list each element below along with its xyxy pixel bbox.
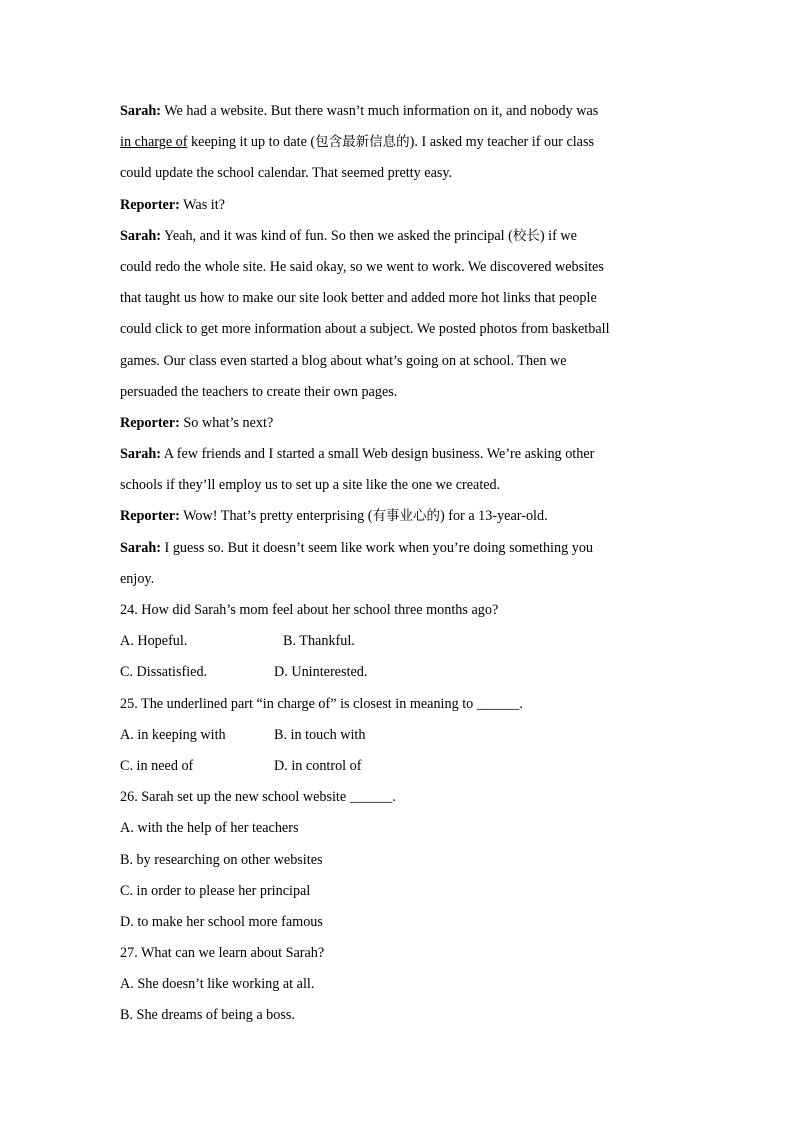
- question-stem: 26. Sarah set up the new school website ______.: [120, 789, 396, 806]
- speaker-sarah: Sarah:: [120, 227, 161, 244]
- option-row: [120, 720, 680, 751]
- dialogue-line: [120, 439, 680, 470]
- dialogue-line: [120, 221, 680, 252]
- option-a: A. in keeping with: [120, 726, 226, 743]
- dialogue-line: [120, 96, 680, 127]
- dialogue-line: could redo the whole site. He said okay, so we went to work. We discovered websites: [120, 258, 604, 275]
- speaker-sarah: Sarah:: [120, 103, 161, 119]
- option-row: [120, 657, 680, 688]
- option-b: B. Thankful.: [283, 633, 355, 650]
- option-b: B. She dreams of being a boss.: [120, 1007, 295, 1024]
- dialogue-line: could click to get more information about a subject. We posted photos from basketball: [120, 321, 610, 338]
- option-b: B. in touch with: [274, 726, 366, 743]
- speaker-reporter: Reporter:: [120, 196, 180, 213]
- dialogue-line: that taught us how to make our site look better and added more hot links that people: [120, 290, 597, 307]
- dialogue-text: A few friends and I started a small Web design business. We’re asking other: [161, 446, 595, 463]
- dialogue-text: ) for a 13-year-old.: [439, 508, 548, 525]
- dialogue-line: [120, 533, 680, 564]
- dialogue-text: I guess so. But it doesn’t seem like work when you’re doing something you: [161, 539, 594, 556]
- option-a: A. with the help of her teachers: [120, 820, 299, 837]
- dialogue-text: We had a website. But there wasn’t much information on it, and nobody was: [161, 103, 599, 119]
- option-d: D. in control of: [274, 757, 362, 774]
- speaker-reporter: Reporter:: [120, 508, 180, 525]
- dialogue-text: So what’s next?: [179, 414, 274, 431]
- underlined-phrase: in charge of: [120, 134, 188, 151]
- option-a: A. She doesn’t like working at all.: [120, 976, 315, 993]
- option-b: B. by researching on other websites: [120, 851, 323, 868]
- question-stem: 24. How did Sarah’s mom feel about her school three months ago?: [120, 602, 499, 618]
- document-page: [120, 96, 680, 1032]
- dialogue-line: [120, 501, 680, 532]
- chinese-gloss: 包含最新信息的: [315, 134, 410, 151]
- chinese-gloss: 有事业心的: [372, 508, 440, 525]
- dialogue-line: games. Our class even started a blog about what’s going on at school. Then we: [120, 352, 567, 369]
- option-row: [120, 751, 680, 782]
- dialogue-line: could update the school calendar. That seemed pretty easy.: [120, 165, 453, 182]
- option-d: D. Uninterested.: [274, 664, 368, 681]
- chinese-gloss: 校长: [512, 227, 540, 244]
- option-c: C. Dissatisfied.: [120, 664, 208, 681]
- dialogue-line: enjoy.: [120, 570, 155, 587]
- option-d: D. to make her school more famous: [120, 913, 323, 930]
- option-c: C. in order to please her principal: [120, 882, 311, 899]
- dialogue-line: [120, 127, 680, 158]
- dialogue-text: Yeah, and it was kind of fun. So then we asked the principal (: [161, 227, 513, 244]
- speaker-sarah: Sarah:: [120, 539, 161, 556]
- dialogue-text: ). I asked my teacher if our class: [409, 134, 595, 151]
- dialogue-text: Wow! That’s pretty enterprising (: [179, 508, 373, 525]
- dialogue-text: keeping it up to date (: [187, 134, 316, 151]
- dialogue-line: persuaded the teachers to create their own pages.: [120, 383, 398, 400]
- option-row: [120, 626, 680, 657]
- option-c: C. in need of: [120, 757, 194, 774]
- dialogue-line: [120, 408, 680, 439]
- dialogue-line: [120, 190, 680, 221]
- speaker-sarah: Sarah:: [120, 446, 161, 463]
- speaker-reporter: Reporter:: [120, 414, 180, 431]
- dialogue-text: Was it?: [179, 196, 225, 213]
- option-a: A. Hopeful.: [120, 633, 188, 650]
- question-stem: 25. The underlined part “in charge of” is closest in meaning to ______.: [120, 695, 523, 712]
- question-stem: 27. What can we learn about Sarah?: [120, 945, 325, 962]
- dialogue-line: schools if they’ll employ us to set up a site like the one we created.: [120, 477, 501, 494]
- dialogue-text: ) if we: [539, 227, 577, 244]
